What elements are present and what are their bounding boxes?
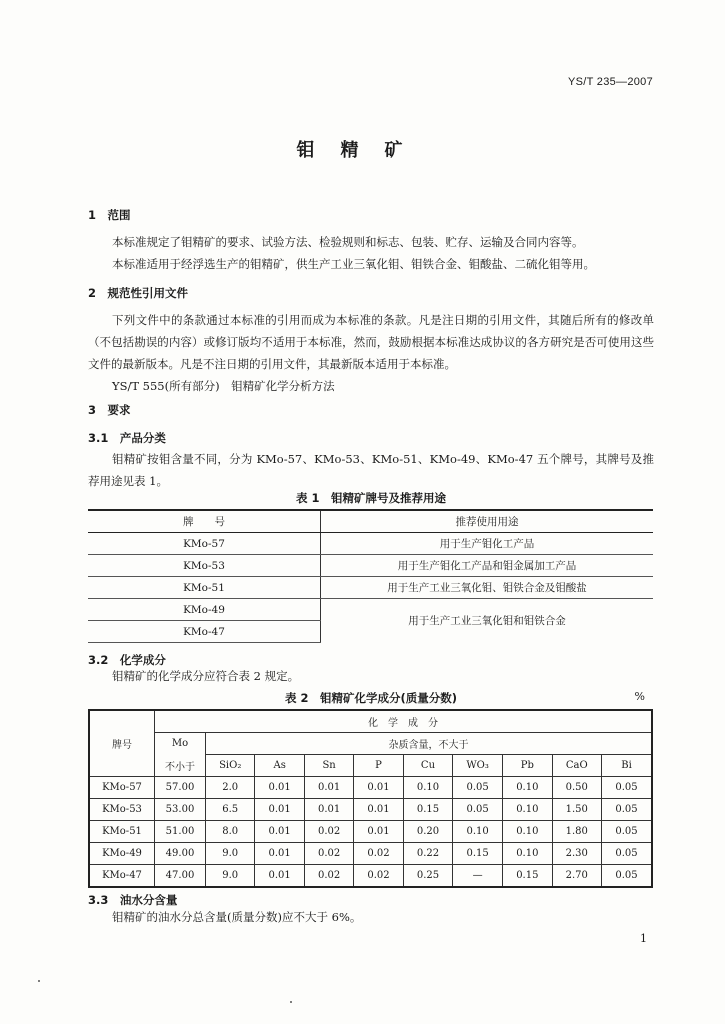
table-2-cell: 2.0 (206, 777, 255, 799)
table-2-cell: KMo-47 (89, 865, 155, 888)
table-2-cell: 0.10 (503, 821, 552, 843)
section-3-3-body (88, 906, 654, 928)
table-2-element: CaO (552, 755, 601, 777)
table-1 (88, 509, 653, 643)
table-2-cell: 1.50 (552, 799, 601, 821)
table-2-element: Bi (601, 755, 652, 777)
table-row (89, 777, 652, 799)
table-2-cell: 2.70 (552, 865, 601, 888)
table-2-element: SiO₂ (206, 755, 255, 777)
section-1-para-2: 本标准适用于经浮选生产的钼精矿，供生产工业三氧化钼、钼铁合金、钼酸盐、二硫化钼等用。 (112, 257, 595, 271)
table-2-element: WO₃ (453, 755, 503, 777)
table-2-element: As (255, 755, 304, 777)
table-1-grade: KMo-49 (88, 599, 321, 621)
table-2-cell: 51.00 (155, 821, 206, 843)
table-2-cell: 57.00 (155, 777, 206, 799)
table-2-cell: KMo-57 (89, 777, 155, 799)
section-3-2-body (88, 665, 654, 687)
table-2-header-grade: 牌号 (89, 710, 155, 777)
table-1-header-use: 推荐使用用途 (321, 510, 654, 533)
table-2-header-mo-min: 不小于 (155, 755, 206, 777)
table-2-cell: 0.05 (453, 777, 503, 799)
table-2-cell: 0.50 (552, 777, 601, 799)
table-2-cell: 0.02 (354, 865, 403, 888)
table-2-cell: 47.00 (155, 865, 206, 888)
table-2-cell: 0.05 (601, 799, 652, 821)
section-3-3-para: 钼精矿的油水分总含量(质量分数)应不大于 6%。 (112, 910, 362, 924)
table-2-element: Cu (403, 755, 452, 777)
table-2 (88, 709, 653, 888)
table-2-cell: 0.01 (255, 777, 304, 799)
table-2-cell: 0.15 (453, 843, 503, 865)
table-2-caption: 表 2 钼精矿化学成分(质量分数) (284, 691, 457, 705)
table-2-cell: KMo-49 (89, 843, 155, 865)
table-1-use: 用于生产工业三氧化钼和钼铁合金 (408, 615, 566, 628)
table-2-cell: 0.05 (601, 821, 652, 843)
table-2-cell: 0.01 (354, 821, 403, 843)
table-2-cell: 0.01 (304, 799, 353, 821)
table-2-cell: 49.00 (155, 843, 206, 865)
table-1-use: 用于生产钼化工产品 (321, 533, 654, 555)
table-2-cell: 0.02 (304, 843, 353, 865)
table-2-unit: % (634, 690, 645, 703)
section-3-1-body (88, 448, 654, 492)
table-2-cell: 9.0 (206, 843, 255, 865)
table-2-cell: 0.20 (403, 821, 452, 843)
scan-speck (38, 980, 40, 982)
table-1-use: 用于生产钼化工产品和钼金属加工产品 (321, 555, 654, 577)
table-2-header-impurity: 杂质含量，不大于 (206, 733, 653, 755)
table-2-cell: 0.10 (503, 777, 552, 799)
table-2-cell: — (453, 865, 503, 888)
table-2-cell: 0.05 (601, 777, 652, 799)
document-title: 钼精矿 (296, 140, 429, 161)
section-1-body (88, 231, 654, 275)
table-1-use: 用于生产工业三氧化钼、钼铁合金及钼酸盐 (321, 577, 654, 599)
table-2-cell: 6.5 (206, 799, 255, 821)
table-1-grade: KMo-53 (88, 555, 321, 577)
scan-speck (290, 1001, 292, 1003)
table-2-cell: 0.10 (403, 777, 452, 799)
section-3-2-heading: 3.2 化学成分 (88, 653, 166, 667)
table-2-cell: 0.25 (403, 865, 452, 888)
table-2-cell: 9.0 (206, 865, 255, 888)
section-2-heading: 2 规范性引用文件 (88, 286, 189, 300)
table-2-cell: 0.05 (601, 843, 652, 865)
section-3-3-heading: 3.3 油水分含量 (88, 893, 178, 907)
table-2-cell: 0.01 (354, 799, 403, 821)
table-2-cell: 2.30 (552, 843, 601, 865)
table-1-header-grade: 牌 号 (88, 510, 321, 533)
table-2-cell: 0.01 (304, 777, 353, 799)
table-2-cell: 0.22 (403, 843, 452, 865)
table-2-element: Sn (304, 755, 353, 777)
table-2-header-mo: Mo (155, 733, 206, 755)
table-2-cell: 8.0 (206, 821, 255, 843)
table-row (89, 821, 652, 843)
table-1-grade: KMo-47 (88, 621, 321, 643)
table-2-cell: 0.10 (503, 843, 552, 865)
table-row (89, 799, 652, 821)
table-2-cell: 0.02 (304, 865, 353, 888)
table-1-grade: KMo-51 (88, 577, 321, 599)
table-2-cell: 0.01 (255, 799, 304, 821)
table-2-cell: 0.02 (354, 843, 403, 865)
table-2-cell: 53.00 (155, 799, 206, 821)
section-3-heading: 3 要求 (88, 403, 131, 417)
table-2-cell: 1.80 (552, 821, 601, 843)
table-2-cell: 0.01 (255, 865, 304, 888)
table-2-cell: 0.10 (503, 799, 552, 821)
standard-number: YS/T 235—2007 (567, 76, 653, 88)
section-2-para-1: 下列文件中的条款通过本标准的引用而成为本标准的条款。凡是注日期的引用文件，其随后所有的修改单（不包括勘误的内容）或修订版均不适用于本标准，然而，鼓励根据本标准达成协议的各方研究是否可使用这些文件的最新版本。凡是不注日期的引用文件，其最新版本适用于本标准。 (88, 313, 654, 371)
table-2-cell: 0.02 (304, 821, 353, 843)
table-2-cell: 0.15 (403, 799, 452, 821)
table-2-cell: KMo-51 (89, 821, 155, 843)
table-1-grade: KMo-57 (88, 533, 321, 555)
table-2-cell: KMo-53 (89, 799, 155, 821)
section-3-1-para: 钼精矿按钼含量不同，分为 KMo-57、KMo-53、KMo-51、KMo-49、KMo-47 五个牌号，其牌号及推荐用途见表 1。 (88, 452, 654, 488)
table-2-cell: 0.01 (255, 843, 304, 865)
section-1-heading: 1 范围 (88, 208, 131, 222)
table-2-cell: 0.01 (255, 821, 304, 843)
section-3-1-heading: 3.1 产品分类 (88, 431, 166, 445)
section-2-body (88, 309, 654, 397)
table-2-header-chem: 化 学 成 分 (155, 710, 653, 733)
table-2-cell: 0.10 (453, 821, 503, 843)
table-row (89, 843, 652, 865)
table-2-cell: 0.01 (354, 777, 403, 799)
table-2-cell: 0.05 (601, 865, 652, 888)
table-row (89, 865, 652, 888)
table-1-caption: 表 1 钼精矿牌号及推荐用途 (295, 491, 446, 505)
table-2-element: Pb (503, 755, 552, 777)
table-2-cell: 0.05 (453, 799, 503, 821)
section-3-2-para: 钼精矿的化学成分应符合表 2 规定。 (112, 669, 300, 683)
table-2-cell: 0.15 (503, 865, 552, 888)
table-2-element: P (354, 755, 403, 777)
section-2-reference: YS/T 555(所有部分) 钼精矿化学分析方法 (112, 379, 335, 393)
section-1-para-1: 本标准规定了钼精矿的要求、试验方法、检验规则和标志、包装、贮存、运输及合同内容等。 (112, 235, 584, 249)
page-number: 1 (640, 932, 647, 945)
